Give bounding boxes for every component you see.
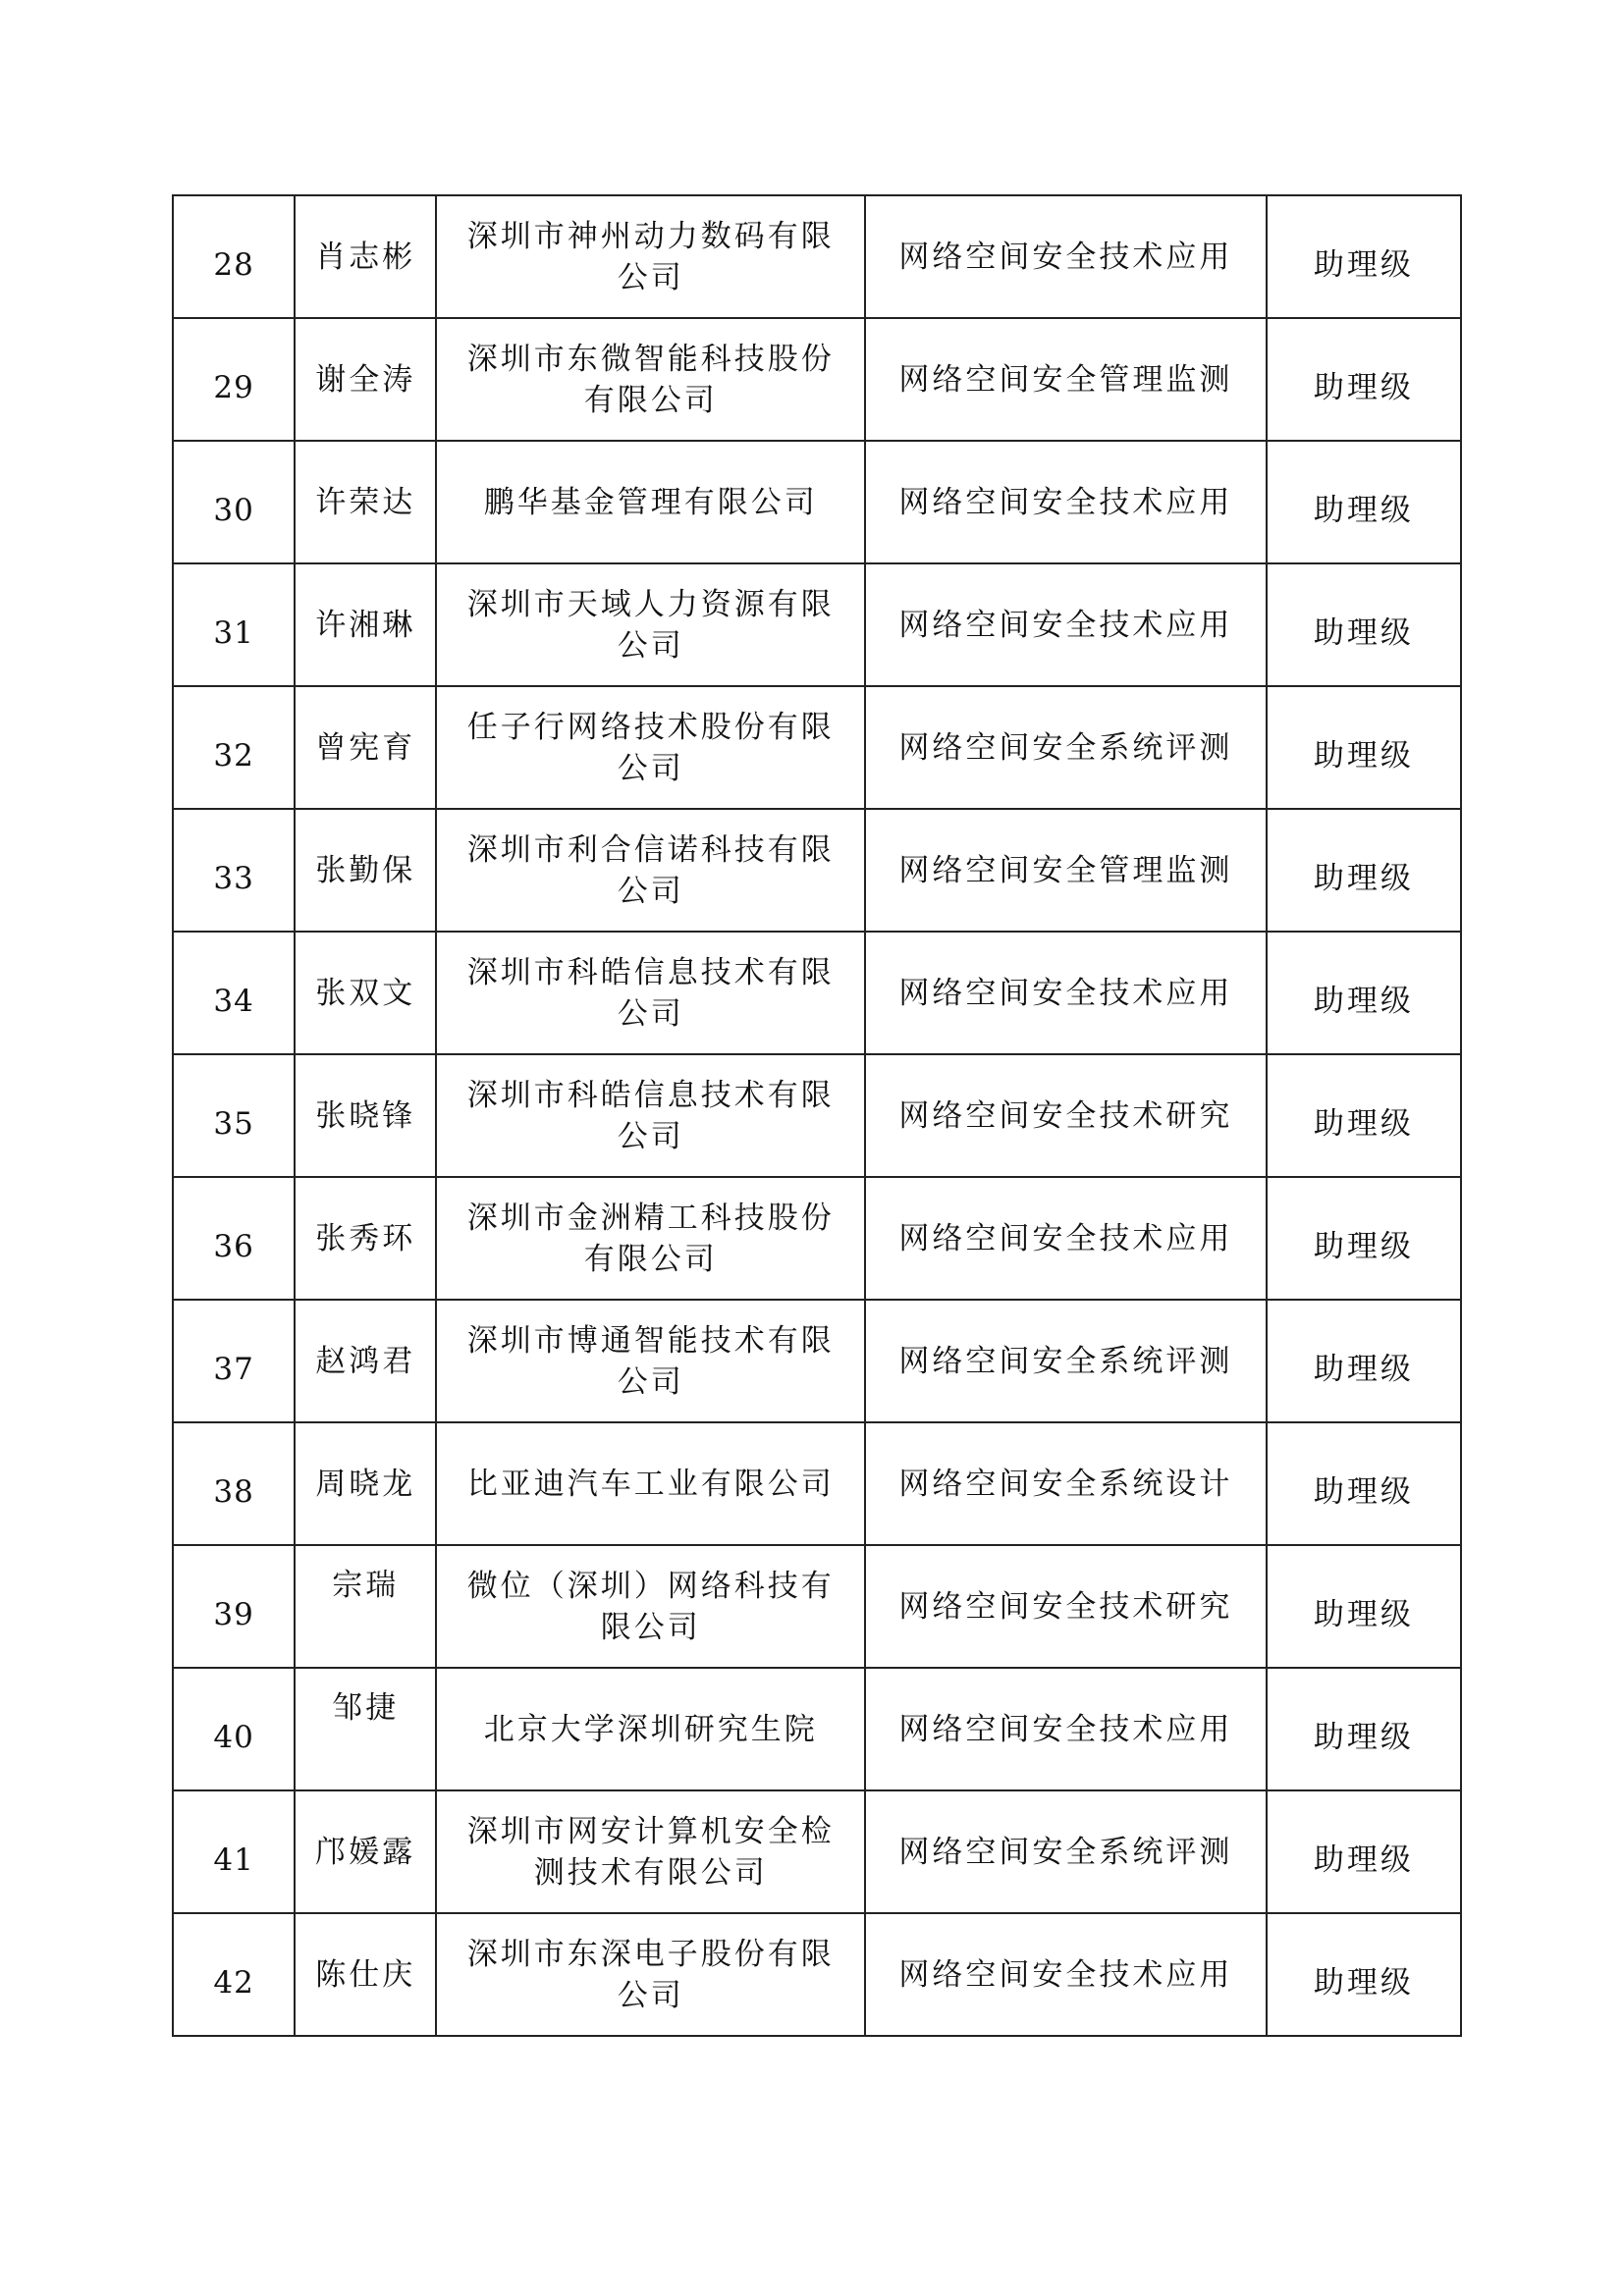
- cell-no: 31: [173, 563, 295, 686]
- cell-company: 任子行网络技术股份有限公司: [436, 686, 865, 809]
- cell-level: 助理级: [1267, 1913, 1461, 2036]
- cell-name: 张双文: [295, 932, 436, 1054]
- cell-name: 赵鸿君: [295, 1300, 436, 1422]
- table-row: [173, 1177, 1461, 1300]
- cell-level: 助理级: [1267, 1177, 1461, 1300]
- cell-no: 34: [173, 932, 295, 1054]
- cell-field: 网络空间安全技术应用: [865, 1668, 1267, 1790]
- table-row: [173, 1422, 1461, 1545]
- cell-no: 36: [173, 1177, 295, 1300]
- cell-level: 助理级: [1267, 1422, 1461, 1545]
- cell-company: 微位（深圳）网络科技有限公司: [436, 1545, 865, 1668]
- cell-level: 助理级: [1267, 318, 1461, 441]
- cell-name: 宗瑞: [295, 1545, 436, 1668]
- cell-name: 谢全涛: [295, 318, 436, 441]
- cell-level: 助理级: [1267, 932, 1461, 1054]
- table-row: [173, 563, 1461, 686]
- cell-company: 深圳市利合信诺科技有限公司: [436, 809, 865, 932]
- cell-name: 张勤保: [295, 809, 436, 932]
- cell-field: 网络空间安全技术应用: [865, 195, 1267, 318]
- cell-field: 网络空间安全系统评测: [865, 1300, 1267, 1422]
- table-row: [173, 1668, 1461, 1790]
- cell-field: 网络空间安全技术应用: [865, 563, 1267, 686]
- cell-field: 网络空间安全管理监测: [865, 318, 1267, 441]
- cell-field: 网络空间安全技术研究: [865, 1545, 1267, 1668]
- cell-no: 29: [173, 318, 295, 441]
- cell-name: 邝媛露: [295, 1790, 436, 1913]
- cell-field: 网络空间安全管理监测: [865, 809, 1267, 932]
- cell-field: 网络空间安全系统设计: [865, 1422, 1267, 1545]
- cell-name: 邹捷: [295, 1668, 436, 1790]
- cell-no: 30: [173, 441, 295, 563]
- cell-company: 深圳市东微智能科技股份有限公司: [436, 318, 865, 441]
- table-row: [173, 686, 1461, 809]
- table-row: [173, 195, 1461, 318]
- cell-no: 28: [173, 195, 295, 318]
- cell-name: 陈仕庆: [295, 1913, 436, 2036]
- table-row: [173, 318, 1461, 441]
- cell-field: 网络空间安全技术应用: [865, 1913, 1267, 2036]
- table-row: [173, 809, 1461, 932]
- cell-level: 助理级: [1267, 1545, 1461, 1668]
- cell-field: 网络空间安全技术研究: [865, 1054, 1267, 1177]
- cell-name: 曾宪育: [295, 686, 436, 809]
- personnel-table: [172, 194, 1462, 2037]
- cell-level: 助理级: [1267, 563, 1461, 686]
- cell-company: 比亚迪汽车工业有限公司: [436, 1422, 865, 1545]
- cell-name: 肖志彬: [295, 195, 436, 318]
- cell-no: 35: [173, 1054, 295, 1177]
- cell-company: 深圳市网安计算机安全检测技术有限公司: [436, 1790, 865, 1913]
- table-row: [173, 1790, 1461, 1913]
- cell-level: 助理级: [1267, 1054, 1461, 1177]
- cell-no: 39: [173, 1545, 295, 1668]
- table-row: [173, 1913, 1461, 2036]
- cell-no: 42: [173, 1913, 295, 2036]
- table-row: [173, 441, 1461, 563]
- cell-company: 深圳市科皓信息技术有限公司: [436, 1054, 865, 1177]
- cell-no: 33: [173, 809, 295, 932]
- cell-level: 助理级: [1267, 195, 1461, 318]
- cell-company: 北京大学深圳研究生院: [436, 1668, 865, 1790]
- cell-company: 深圳市博通智能技术有限公司: [436, 1300, 865, 1422]
- cell-company: 深圳市科皓信息技术有限公司: [436, 932, 865, 1054]
- table-row: [173, 1300, 1461, 1422]
- cell-field: 网络空间安全技术应用: [865, 932, 1267, 1054]
- cell-field: 网络空间安全技术应用: [865, 1177, 1267, 1300]
- cell-name: 许荣达: [295, 441, 436, 563]
- table-row: [173, 1545, 1461, 1668]
- cell-name: 张秀环: [295, 1177, 436, 1300]
- cell-company: 鹏华基金管理有限公司: [436, 441, 865, 563]
- cell-level: 助理级: [1267, 809, 1461, 932]
- cell-company: 深圳市金洲精工科技股份有限公司: [436, 1177, 865, 1300]
- cell-name: 张晓锋: [295, 1054, 436, 1177]
- cell-no: 38: [173, 1422, 295, 1545]
- cell-name: 许湘琳: [295, 563, 436, 686]
- cell-level: 助理级: [1267, 1668, 1461, 1790]
- cell-level: 助理级: [1267, 1790, 1461, 1913]
- cell-level: 助理级: [1267, 686, 1461, 809]
- cell-name: 周晓龙: [295, 1422, 436, 1545]
- cell-no: 32: [173, 686, 295, 809]
- cell-no: 40: [173, 1668, 295, 1790]
- cell-no: 41: [173, 1790, 295, 1913]
- cell-company: 深圳市东深电子股份有限公司: [436, 1913, 865, 2036]
- cell-company: 深圳市天域人力资源有限公司: [436, 563, 865, 686]
- cell-field: 网络空间安全系统评测: [865, 686, 1267, 809]
- cell-field: 网络空间安全技术应用: [865, 441, 1267, 563]
- cell-level: 助理级: [1267, 1300, 1461, 1422]
- table-row: [173, 1054, 1461, 1177]
- cell-level: 助理级: [1267, 441, 1461, 563]
- cell-company: 深圳市神州动力数码有限公司: [436, 195, 865, 318]
- cell-field: 网络空间安全系统评测: [865, 1790, 1267, 1913]
- cell-no: 37: [173, 1300, 295, 1422]
- table-row: [173, 932, 1461, 1054]
